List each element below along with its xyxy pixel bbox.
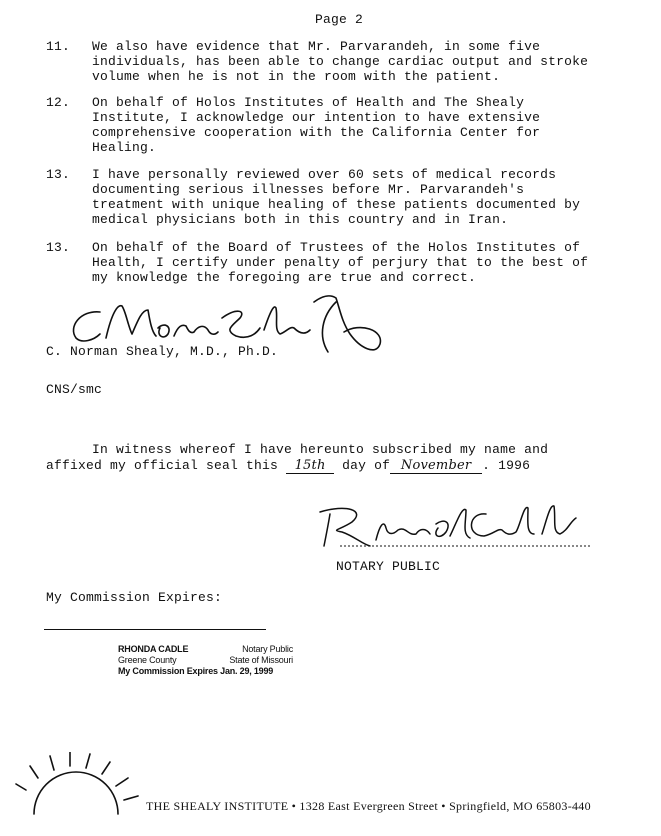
commission-label: My Commission Expires: — [46, 590, 223, 605]
page-label: Page 2 — [315, 12, 364, 27]
witness-seal-line — [46, 458, 530, 474]
witness-day: 15th — [286, 458, 334, 474]
paragraph-line: documenting serious illnesses before Mr. Parvarandeh's — [92, 182, 525, 197]
notary-signature — [290, 500, 590, 560]
witness-prefix: affixed my official seal this — [46, 458, 279, 473]
paragraph-line: treatment with unique healing of these patients documented by — [92, 197, 581, 212]
paragraph-line: Healing. — [92, 140, 157, 155]
signer-name: C. Norman Shealy, M.D., Ph.D. — [46, 344, 279, 359]
paragraph-line: We also have evidence that Mr. Parvarandeh, in some five — [92, 39, 541, 54]
item-number: 13. — [46, 167, 71, 182]
initials: CNS/smc — [46, 382, 103, 397]
stamp-county: Greene County — [118, 655, 177, 665]
paragraph-line: medical physicians both in this country and in Iran. — [92, 212, 509, 227]
stamp-state: State of Missouri — [229, 655, 293, 665]
stamp-role: Notary Public — [242, 644, 293, 654]
paragraph-line: Institute, I acknowledge our intention to have extensive — [92, 110, 541, 125]
paragraph-line: volume when he is not in the room with the patient. — [92, 69, 501, 84]
paragraph-line: Health, I certify under penalty of perjury that to the best of — [92, 255, 589, 270]
paragraph-line: On behalf of the Board of Trustees of the Holos Institutes of — [92, 240, 581, 255]
stamp-expires: My Commission Expires Jan. 29, 1999 — [118, 666, 274, 676]
witness-month: November — [390, 458, 482, 474]
paragraph-line: I have personally reviewed over 60 sets of medical records — [92, 167, 557, 182]
sun-logo — [12, 752, 142, 822]
witness-year: . 1996 — [482, 458, 531, 473]
stamp-name: RHONDA CADLE — [118, 644, 189, 654]
commission-line — [44, 629, 266, 630]
paragraph-line: my knowledge the foregoing are true and correct. — [92, 270, 477, 285]
witness-line: In witness whereof I have hereunto subscribed my name and — [92, 442, 549, 457]
paragraph-line: individuals, has been able to change cardiac output and stroke — [92, 54, 589, 69]
item-number: 13. — [46, 240, 71, 255]
notary-stamp — [118, 644, 293, 677]
paragraph-line: comprehensive cooperation with the California Center for — [92, 125, 541, 140]
notary-title: NOTARY PUBLIC — [336, 559, 441, 574]
item-number: 11. — [46, 39, 71, 54]
paragraph-line: On behalf of Holos Institutes of Health and The Shealy — [92, 95, 525, 110]
item-number: 12. — [46, 95, 71, 110]
footer-address: THE SHEALY INSTITUTE • 1328 East Evergreen Street • Springfield, MO 65803-440 — [146, 799, 591, 813]
witness-middle: day of — [342, 458, 391, 473]
